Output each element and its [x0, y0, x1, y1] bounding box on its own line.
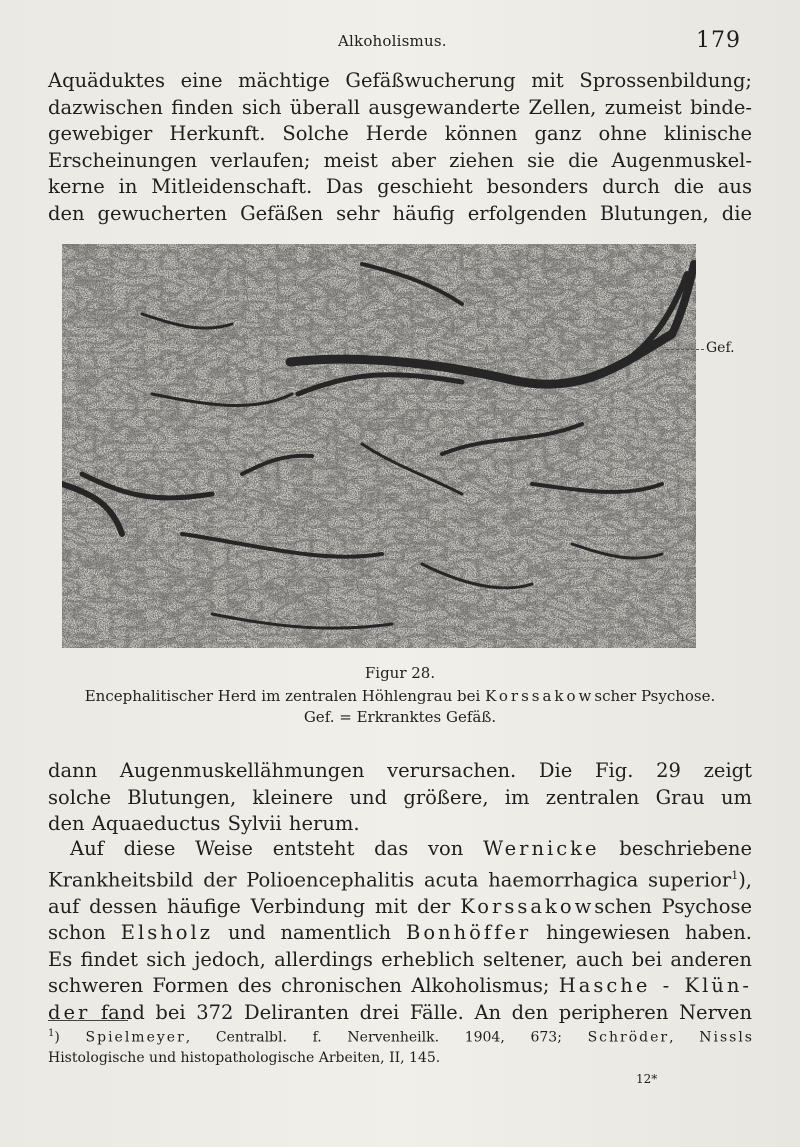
caption-line-2: Gef. = Erkranktes Gefäß.: [303, 708, 497, 726]
text: beschriebene: [599, 837, 752, 860]
text: schon: [48, 921, 121, 944]
text-line: solche Blutungen, kleinere und größere, im zentralen Grau um: [48, 785, 752, 809]
text-line: [48, 973, 752, 1000]
micrograph-figure: [62, 244, 696, 648]
figure-pointer-line: [666, 349, 704, 350]
text: schweren Formen des chronischen Alkoholismus;: [48, 974, 559, 997]
author-name: Bonhöffer: [405, 921, 532, 944]
caption-text: Encephalitischer Herd im zentralen Höhlengrau bei: [84, 687, 486, 705]
author-name: Nissls: [699, 1029, 754, 1046]
text-line: [48, 1000, 752, 1027]
text: , Centralbl. f. Nervenheilk. 1904, 673;: [185, 1029, 588, 1046]
paragraph-3: [48, 836, 752, 1026]
running-header: [0, 28, 800, 58]
caption-text: scher Psychose.: [594, 687, 716, 705]
author-name: Wernicke: [483, 837, 600, 860]
author-name: Hasche - Klün-: [558, 974, 753, 997]
author-name: Korssakow: [460, 894, 595, 918]
running-title: Alkoholismus.: [338, 32, 447, 50]
page-number: 179: [696, 28, 741, 53]
footnote: [48, 1024, 754, 1068]
text-line: kerne in Mitleidenschaft. Das geschieht besonders durch die aus: [48, 175, 752, 198]
signature-mark: 12*: [636, 1072, 658, 1086]
footnote-line: [48, 1024, 754, 1048]
text: ,: [669, 1029, 700, 1046]
text: auf dessen häufige Verbindung mit der: [48, 894, 461, 918]
text-line: den gewucherten Gefäßen sehr häufig erfolgenden Blutungen, die: [48, 201, 752, 225]
text-line: [48, 894, 752, 921]
text-line: [48, 863, 752, 894]
text: Auf diese Weise entsteht das von: [70, 837, 484, 860]
figure-label-gef: Gef.: [706, 340, 735, 356]
caption-name: Korssakow: [485, 687, 595, 705]
text-line: Erscheinungen verlaufen; meist aber ziehen sie die Augenmuskel-: [48, 148, 752, 172]
author-name: Elsholz: [120, 921, 214, 944]
text-line: Es findet sich jedoch, allerdings erheblich seltener, auch bei anderen: [48, 947, 752, 971]
text: schen Psychose: [594, 894, 752, 918]
text-line: [48, 836, 752, 863]
author-name: der: [48, 1000, 91, 1024]
text-line: dann Augenmuskellähmungen verursachen. Die Fig. 29 zeigt: [48, 759, 752, 782]
text: ): [54, 1029, 86, 1046]
text: ),: [738, 868, 752, 891]
paragraph-2: [48, 758, 752, 838]
text: und namentlich: [213, 921, 406, 944]
micrograph-image: [62, 244, 696, 648]
author-name: Schröder: [587, 1029, 670, 1046]
footnote-ref: 1: [731, 868, 739, 882]
caption-line-1: [42, 686, 758, 707]
text-line: gewebiger Herkunft. Solche Herde können ganz ohne klinische: [48, 122, 752, 145]
text-line: dazwischen finden sich überall ausgewanderte Zellen, zumeist binde-: [48, 95, 752, 119]
text-line: Aquäduktes eine mächtige Gefäßwucherung mit Sprossenbildung;: [48, 69, 752, 92]
figure-number: Figur 28.: [364, 664, 436, 682]
text: Krankheitsbild der Polioencephalitis acuta haemorrhagica superior: [48, 868, 732, 891]
text-line: [48, 920, 752, 947]
text: fand bei 372 Deliranten drei Fälle. An den peripheren Nerven: [90, 1000, 752, 1024]
paragraph-1: [48, 68, 752, 227]
footnote-rule: [48, 1020, 128, 1021]
text: hingewiesen haben.: [531, 921, 752, 944]
figure-caption: [42, 686, 758, 728]
author-name: Spielmeyer: [85, 1029, 186, 1046]
text-line: den Aquaeductus Sylvii herum.: [48, 812, 360, 835]
footnote-marker: 1: [48, 1028, 55, 1039]
footnote-line: Histologische und histopathologische Arbeiten, II, 145.: [48, 1049, 441, 1066]
